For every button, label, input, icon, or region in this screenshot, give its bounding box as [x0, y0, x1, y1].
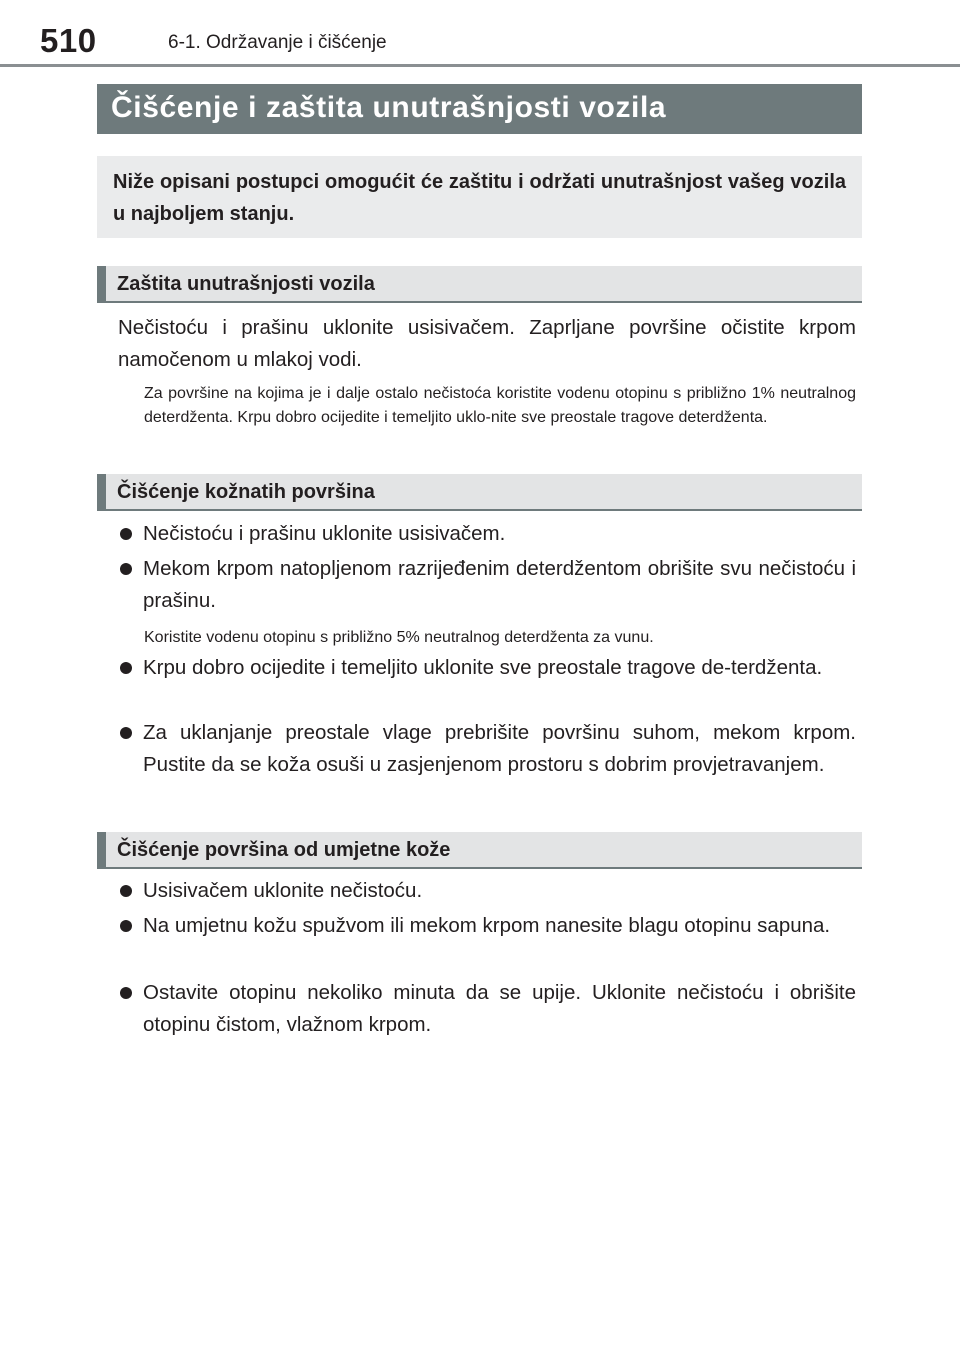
list-item — [118, 717, 856, 781]
list-item-text: Krpu dobro ocijedite i temeljito uklonite sve preostale tragove de-terdženta. — [143, 656, 823, 679]
section-body-text: Nečistoću i prašinu uklonite usisivačem. Zaprljane površine očistite krpom namočenom u mlakoj vodi. — [118, 316, 856, 371]
header-rule — [0, 64, 960, 67]
list-item-text: Usisivačem uklonite nečistoću. — [143, 879, 423, 902]
list-item — [118, 553, 856, 617]
bullet-icon — [120, 885, 132, 897]
list-item — [118, 652, 856, 684]
bullet-icon — [120, 528, 132, 540]
bullet-icon — [120, 987, 132, 999]
section-note: Za površine na kojima je i dalje ostalo nečistoća koristite vodenu otopinu s približno 1% neutralnog deterdženta. Krpu dobro ocijedite i temeljito uklo-nite sve preostale tragove deterdženta. — [144, 385, 856, 426]
list-item — [118, 518, 856, 550]
section-heading-interior-protection: Zaštita unutrašnjosti vozila — [97, 266, 862, 303]
list-item — [118, 910, 856, 942]
bullet-icon — [120, 662, 132, 674]
list-item-text: Na umjetnu kožu spužvom ili mekom krpom nanesite blagu otopinu sapuna. — [143, 914, 831, 937]
list-item — [118, 977, 856, 1041]
intro-box: Niže opisani postupci omogućit će zaštitu i održati unutrašnjost vašeg vozila u najboljem stanju. — [97, 156, 862, 238]
list-item-text: Ostavite otopinu nekoliko minuta da se upije. Uklonite nečistoću i obrišite otopinu čistom, vlažnom krpom. — [143, 981, 856, 1036]
section-note: Koristite vodenu otopinu s približno 5% neutralnog deterdženta za vunu. — [144, 629, 654, 646]
bullet-icon — [120, 727, 132, 739]
list-item-text: Za uklanjanje preostale vlage prebrišite površinu suhom, mekom krpom. Pustite da se koža osuši u zasjenjenom prostoru s dobrim provjetravanjem. — [143, 721, 856, 776]
section-heading-artificial-leather: Čišćenje površina od umjetne kože — [97, 832, 862, 869]
chapter-title: 6-1. Održavanje i čišćenje — [168, 32, 387, 53]
section-heading-leather: Čišćenje kožnatih površina — [97, 474, 862, 511]
list-item — [118, 875, 856, 907]
bullet-icon — [120, 920, 132, 932]
bullet-icon — [120, 563, 132, 575]
page-title: Čišćenje i zaštita unutrašnjosti vozila — [97, 84, 862, 134]
list-item-text: Mekom krpom natopljenom razrijeđenim deterdžentom obrišite svu nečistoću i prašinu. — [143, 557, 856, 612]
page-number: 510 — [40, 22, 97, 59]
list-item-text: Nečistoću i prašinu uklonite usisivačem. — [143, 522, 506, 545]
